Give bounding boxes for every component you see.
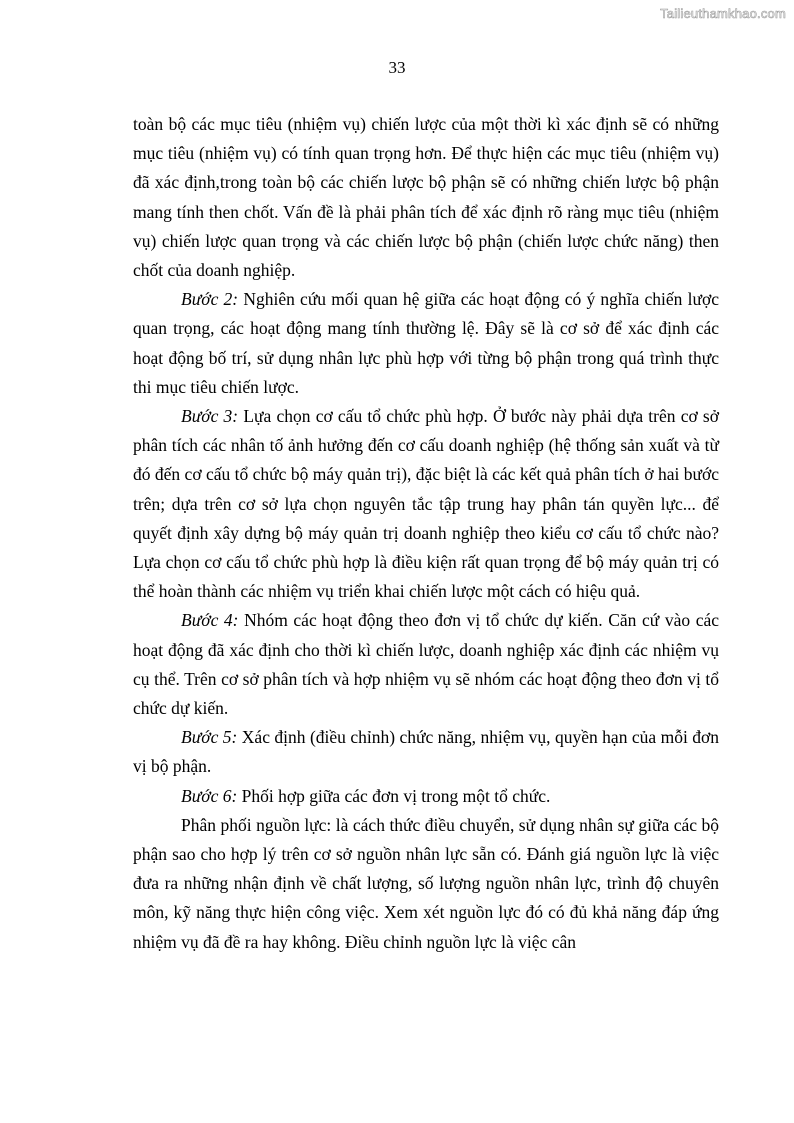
paragraph-text: Nhóm các hoạt động theo đơn vị tổ chức dự kiến. Căn cứ vào các hoạt động đã xác định cho thời kì chiến lược, doanh nghiệp xác định các nhiệm vụ cụ thể. Trên cơ sở phân tích và hợp nhiệm vụ sẽ nhóm các hoạt động theo đơn vị tổ chức dự kiến.: [133, 610, 719, 719]
paragraph-continuation: [133, 110, 719, 285]
paragraph-text: Phân phối nguồn lực: là cách thức điều chuyển, sử dụng nhân sự giữa các bộ phận sao cho hợp lý trên cơ sở nguồn nhân lực sẵn có. Đánh giá nguồn lực là việc đưa ra những nhận định về chất lượng, số lượng nguồn nhân lực, trình độ chuyên môn, kỹ năng thực hiện công việc. Xem xét nguồn lực đó có đủ khả năng đáp ứng nhiệm vụ đã đề ra hay không. Điều chỉnh nguồn lực là việc cân: [133, 814, 719, 952]
paragraph-step-3: [133, 402, 719, 606]
paragraph-text: Xác định (điều chỉnh) chức năng, nhiệm vụ, quyền hạn của mỗi đơn vị bộ phận.: [133, 727, 719, 777]
paragraph-text: Phối hợp giữa các đơn vị trong một tổ chức.: [237, 785, 551, 806]
paragraph-step-6: [133, 782, 719, 811]
paragraph-text: Lựa chọn cơ cấu tổ chức phù hợp. Ở bước này phải dựa trên cơ sở phân tích các nhân tố ảnh hưởng đến cơ cấu doanh nghiệp (hệ thống sản xuất và từ đó đến cơ cấu tổ chức bộ máy quản trị), đặc biệt là các kết quả phân tích ở hai bước trên; dựa trên cơ sở lựa chọn nguyên tắc tập trung hay phân tán quyền lực... để quyết định xây dựng bộ máy quản trị doanh nghiệp theo kiểu cơ cấu tổ chức nào? Lựa chọn cơ cấu tổ chức phù hợp là điều kiện rất quan trọng để bộ máy quản trị có thể hoàn thành các nhiệm vụ triển khai chiến lược một cách có hiệu quả.: [133, 406, 719, 602]
document-body: [133, 110, 719, 957]
step-label: Bước 5:: [181, 727, 238, 748]
watermark-text: Tailieuthamkhao.com: [660, 6, 786, 21]
paragraph-resource-allocation: [133, 811, 719, 957]
paragraph-step-2: [133, 285, 719, 402]
step-label: Bước 2:: [181, 289, 239, 310]
paragraph-step-4: [133, 606, 719, 723]
paragraph-text: toàn bộ các mục tiêu (nhiệm vụ) chiến lược của một thời kì xác định sẽ có những mục tiêu (nhiệm vụ) có tính quan trọng hơn. Để thực hiện các mục tiêu (nhiệm vụ) đã xác định,trong toàn bộ các chiến lược bộ phận sẽ có những chiến lược bộ phận mang tính then chốt. Vấn đề là phải phân tích để xác định rõ ràng mục tiêu (nhiệm vụ) chiến lược quan trọng và các chiến lược bộ phận (chiến lược chức năng) then chốt của doanh nghiệp.: [133, 114, 719, 281]
page-number: 33: [388, 58, 406, 77]
paragraph-text: Nghiên cứu mối quan hệ giữa các hoạt động có ý nghĩa chiến lược quan trọng, các hoạt động mang tính thường lệ. Đây sẽ là cơ sở để xác định các hoạt động bố trí, sử dụng nhân lực phù hợp với từng bộ phận trong quá trình thực thi mục tiêu chiến lược.: [133, 289, 719, 397]
paragraph-step-5: [133, 723, 719, 781]
step-label: Bước 3:: [181, 406, 239, 427]
step-label: Bước 4:: [181, 610, 239, 631]
step-label: Bước 6:: [181, 785, 238, 806]
